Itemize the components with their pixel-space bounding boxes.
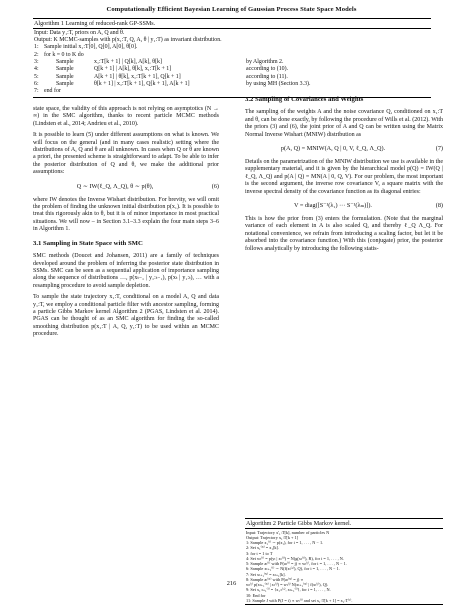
equation-number: (6) [211, 182, 219, 190]
algorithm-line [34, 88, 431, 95]
line-number: 5: [34, 73, 39, 80]
step-label: Sample [56, 66, 74, 73]
algorithm-line: 4: Set wₜ⁽ⁱ⁾ = p(yₜ | xₜ⁽ⁱ⁾) = N(g(xₜ⁽ⁱ⁾), R), for i = 1, . . . , N. [246, 555, 344, 561]
paragraph: This is how the prior from (3) enters the formulation. (Note that the marginal variance of each element in A is also scaled Q, and thereby ℓ_Q Λ_Q. For notational convenience, we refrain from introducing a scaling factor, but let it be absorbed into the covariance function.) With this (conjugate) prior, the posterior follows analytically by introducing the following statis- [245, 216, 443, 252]
paragraph: Details on the parametrization of the MNIW distribution we use is available in the supplementary material, and it is given by the hierarchical model p(Q) = IW(Q | ℓ_Q, Λ_Q) and p(A | Q) = MN(A | 0, Q, V). For our problem, the most important is the second argument, the inverse row covariance V, a square matrix with the inverse spectral density of the covariance function as its diagonal entries: [245, 159, 443, 195]
step-label: Sample [56, 58, 74, 65]
line-number: 2: [34, 51, 39, 58]
line-number: 6: [34, 80, 39, 87]
running-header: Computationally Efficient Bayesian Learning of Gaussian Process State Space Models [106, 6, 357, 13]
algorithm-1-body [33, 29, 431, 97]
paragraph: To sample the state trajectory x₁:T, conditional on a model A, Q and data y₁:T, we employ a conditional particle filter with ancestor sampling, forming a particle Gibbs Markov kernel Algorithm 2 (PGAS, Lindsten et al. 2014). PGAS can be thought of as an SMC algorithm for finding the so-called smoothing distribution p(x₁:T | A, Q, y₁:T) to be used within an MCMC procedure. [33, 294, 219, 338]
paragraph: The sampling of the weights A and the noise covariance Q, conditioned on x₁:T and θ, can be done exactly, by following the procedure of Wills et al. (2012). With the priors (3) and (6), the joint prior of A and Q can be written using the Matrix Normal Inverse Wishart (MNIW) distribution as [245, 109, 443, 138]
equation-8 [245, 200, 443, 213]
algorithm-line: Output: Trajectory x₁:T[k + 1] [246, 534, 299, 540]
line-number: 1: [34, 44, 39, 51]
algorithm-line: wₜ⁽ʲ⁾ p(xₜ₊₁⁽ᴺ⁾ | xₜ⁽ʲ⁾) = wₜ⁽ʲ⁾ N(xₜ₊₁⁽ᴺ⁾ | f(xₜ⁽ʲ⁾), Q). [246, 582, 329, 587]
equation-expression: V = diag([S⁻¹(λ₁) ··· S⁻¹(λₘ)]). [294, 202, 372, 210]
paragraph: SMC methods (Doucet and Johansen, 2011) are a family of techniques developed around the problem of inferring the posterior state distribution in SSMs. SMC can be seen as a sequential application of importance sampling along the sequence of distributions …, p(xₜ₋₁ | y₁:ₜ₋₁), p(xₜ | y₁:ₜ), … with a resampling procedure to avoid sample depletion. [33, 253, 219, 289]
step-note: by Algorithm 2. [246, 58, 284, 65]
algorithm-line: 6: Sample xₜ₊₁⁽ⁱ⁾ ∼ N(f(xₜ⁽ᵃ⁾), Q), for i = 1, . . . , N − 1. [246, 566, 340, 572]
equation-number: (8) [435, 202, 443, 210]
paragraph: state space, the validity of this approach is not relying on asymptotics (N → ∞) in the SMC algorithm, thanks to recent particle MCMC methods (Lindsten et al., 2014; Andrieu et al., 2010). [33, 106, 219, 127]
algorithm-line: 3: for t = 1 to T [246, 550, 273, 556]
algorithm-line [34, 81, 431, 88]
line-number: 3: [34, 58, 39, 65]
algorithm-line: 11: Sample J with P(J = i) ∝ wₜ⁽ⁱ⁾ and set x₁:T[k + 1] = x₁:T⁽ᴶ⁾. [246, 597, 353, 603]
step-description: θ[k + 1] | x₁:T[k + 1], Q[k + 1], A[k + 1] [94, 80, 190, 87]
section-heading-3-2: 3.2 Sampling of Covariances and Weights [245, 96, 364, 103]
line-text: Output: K MCMC-samples with p(x₁:T, Q, A, θ | y₁:T) as invariant distribution. [34, 36, 222, 43]
line-text: Sample initial x₁:T[0], Q[0], A[0], θ[0]. [44, 44, 138, 51]
algorithm-line: 1: Sample x₁⁽ⁱ⁾ ∼ p(x₁), for i = 1, . . . , N − 1. [246, 540, 324, 545]
algorithm-line [34, 74, 431, 81]
step-label: Sample [56, 80, 74, 87]
algorithm-line [34, 66, 431, 73]
equation-7 [245, 143, 443, 156]
algorithm-line [34, 44, 431, 51]
paragraph: where IW denotes the Inverse Wishart distribution. For brevity, we will omit the problem of finding the unknown initial distribution p(x₁). It is possible to treat this rigorously akin to θ, but it is of minor importance in most practical situations. We will now – in Section 3.1–3.3 explain the four main steps 3–6 in Algorithm 1. [33, 196, 219, 233]
step-note: according to (11). [246, 73, 288, 80]
step-note: according to (10). [246, 66, 289, 73]
equation-expression: Q ∼ IW(ℓ_Q, Λ_Q), θ ∼ p(θ), [76, 182, 154, 190]
section-heading-3-1: 3.1 Sampling in State Space with SMC [33, 239, 143, 247]
right-column [245, 96, 443, 257]
algorithm-2-title: Algorithm 2 Particle Gibbs Markov kernel. [245, 519, 443, 529]
equation-expression: p(A, Q) = MNIW(A, Q | 0, V, ℓ_Q, Λ_Q). [280, 145, 386, 153]
step-label: Sample [56, 73, 74, 80]
algorithm-line: 8: Sample aₜ⁽ᴺ⁾ with P(aₜ⁽ᴺ⁾ = j) ∝ [246, 576, 304, 582]
line-number: 4: [34, 66, 39, 73]
line-text: for k = 0 to K do [44, 51, 84, 58]
algorithm-line: 9: Set x₁:ₜ₊₁⁽ⁱ⁾ = {x₁:ₜ⁽ᵃ⁾, xₜ₊₁⁽ⁱ⁾}, for i = 1, . . . , N. [246, 587, 331, 593]
paragraph: It is possible to learn (5) under different assumptions on what is known. We will focus on the general (and in many cases realistic) setting where the distributions of A, Q and θ are all unknown. In cases when Q or θ are known a priori, the presented scheme is straightforward to adapt. To be able to infer the posterior distribution of Q and θ, we make the additional prior assumptions: [33, 132, 219, 176]
page-number: 216 [226, 580, 237, 587]
algorithm-line: Input: Trajectory x′₁:T[k], number of particles N [246, 529, 330, 535]
line-text: end for [44, 88, 61, 95]
line-text: Input: Data y₁:T, priors on A, Q and θ. [34, 29, 125, 36]
step-description: x₁:T[k + 1] | Q[k], A[k], θ[k] [94, 58, 162, 65]
step-description: A[k + 1] | θ[k], x₁:T[k + 1], Q[k + 1] [94, 73, 181, 80]
algorithm-line [34, 30, 431, 37]
equation-6 [33, 181, 219, 194]
equation-number: (7) [435, 145, 443, 153]
algorithm-line: 5: Sample aₜ⁽ⁱ⁾ with P(aₜ⁽ⁱ⁾ = j) ∝ wₜ⁽ʲ⁾, for i = 1, . . . , N − 1. [246, 561, 347, 566]
algorithm-line: 7: Set xₜ₊₁⁽ᴺ⁾ = xₜ₊₁[k]. [246, 571, 286, 577]
algorithm-1-box [33, 18, 431, 98]
algorithm-line: 10: End for [246, 592, 266, 598]
algorithm-line: 2: Set x₁⁽ᴺ⁾ = x₁[k]. [246, 545, 280, 551]
algorithm-line [34, 59, 431, 66]
algorithm-line [34, 52, 431, 59]
algorithm-1-title: Algorithm 1 Learning of reduced-rank GP-SSMs. [33, 19, 431, 29]
algorithm-line [34, 37, 431, 44]
step-note: by using MH (Section 3.3). [246, 80, 311, 87]
step-description: Q[k + 1] | A[k], θ[k], x₁:T[k + 1] [94, 66, 172, 73]
algorithm-2-body [245, 529, 443, 605]
left-column [33, 106, 219, 343]
line-number: 7: [34, 88, 39, 95]
algorithm-2-box [245, 518, 443, 605]
